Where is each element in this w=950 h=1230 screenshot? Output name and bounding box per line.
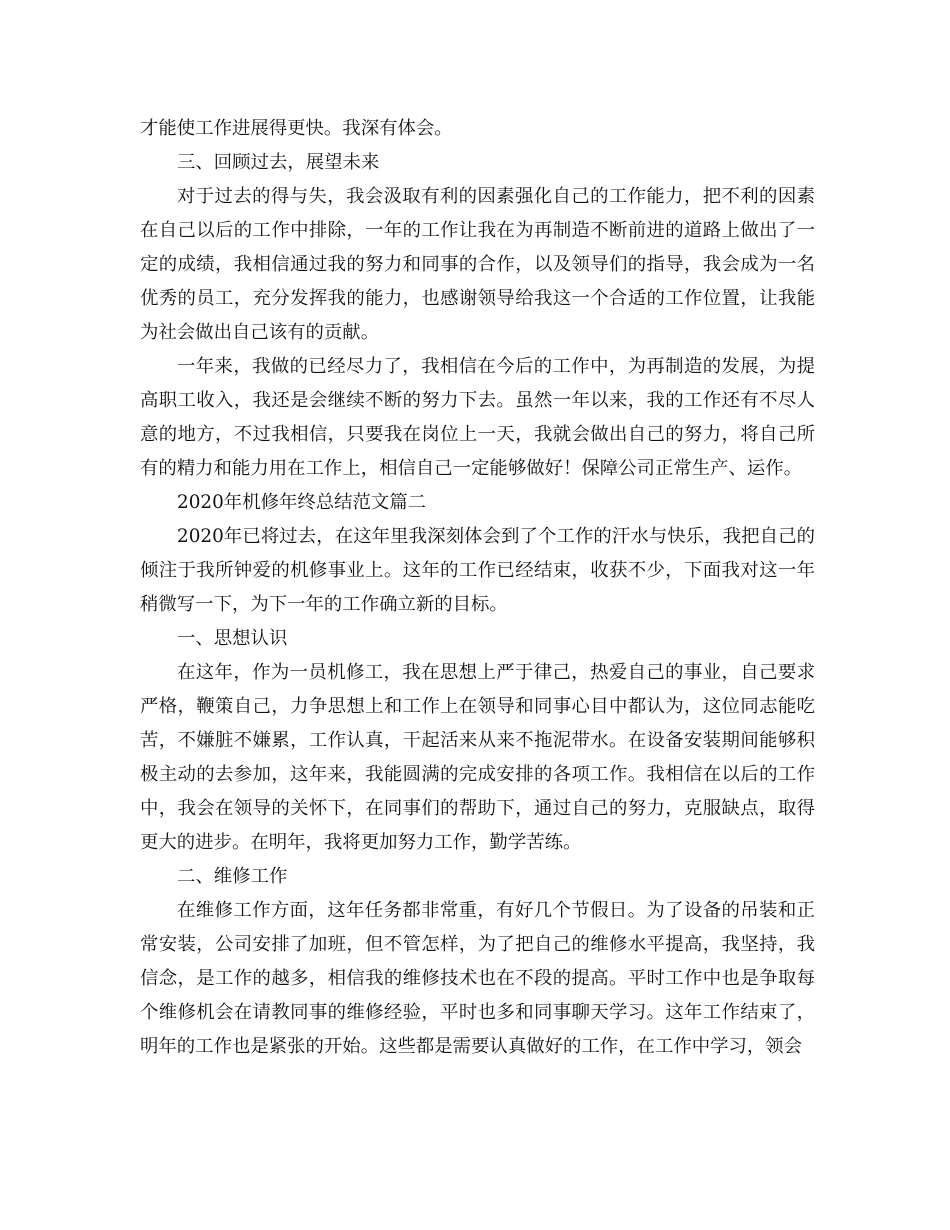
- document-body: [140, 112, 815, 1064]
- paragraph: 对于过去的得与失，我会汲取有利的因素强化自己的工作能力，把不利的因素在自己以后的工作中排除，一年的工作让我在为再制造不断前进的道路上做出了一定的成绩，我相信通过我的努力和同事的合作，以及领导们的指导，我会成为一名优秀的员工，充分发挥我的能力，也感谢领导给我这一个合适的工作位置，让我能为社会做出自己该有的贡献。: [140, 186, 815, 343]
- paragraph: 2020年已将过去，在这年里我深刻体会到了个工作的汗水与快乐，我把自己的倾注于我所钟爱的机修事业上。这年的工作已经结束，收获不少，下面我对这一年稍微写一下，为下一年的工作确立新的目标。: [140, 526, 815, 615]
- article-title: 2020年机修年终总结范文篇二: [177, 492, 427, 513]
- paragraph: 才能使工作进展得更快。我深有体会。: [140, 118, 453, 139]
- paragraph: 在这年，作为一员机修工，我在思想上严于律己，热爱自己的事业，自己要求严格，鞭策自己，力争思想上和工作上在领导和同事心目中都认为，这位同志能吃苦，不嫌脏不嫌累，工作认真，干起活来从来不拖泥带水。在设备安装期间能够积极主动的去参加，这年来，我能圆满的完成安排的各项工作。我相信在以后的工作中，我会在领导的关怀下，在同事们的帮助下，通过自己的努力，克服缺点，取得更大的进步。在明年，我将更加努力工作，勤学苦练。: [140, 662, 815, 853]
- section-heading: 三、回顾过去，展望未来: [177, 152, 380, 173]
- paragraph: 一年来，我做的已经尽力了，我相信在今后的工作中，为再制造的发展，为提高职工收入，我还是会继续不断的努力下去。虽然一年以来，我的工作还有不尽人意的地方，不过我相信，只要我在岗位上一天，我就会做出自己的努力，将自己所有的精力和能力用在工作上，相信自己一定能够做好！保障公司正常生产、运作。: [140, 356, 815, 479]
- section-heading: 一、思想认识: [177, 628, 288, 649]
- paragraph: 在维修工作方面，这年任务都非常重，有好几个节假日。为了设备的吊装和正常安装，公司安排了加班，但不管怎样，为了把自己的维修水平提高，我坚持，我信念，是工作的越多，相信我的维修技术也在不段的提高。平时工作中也是争取每个维修机会在请教同事的维修经验，平时也多和同事聊天学习。这年工作结束了，明年的工作也是紧张的开始。这些都是需要认真做好的工作，在工作中学习，领会: [140, 900, 815, 1057]
- section-heading: 二、维修工作: [177, 866, 288, 887]
